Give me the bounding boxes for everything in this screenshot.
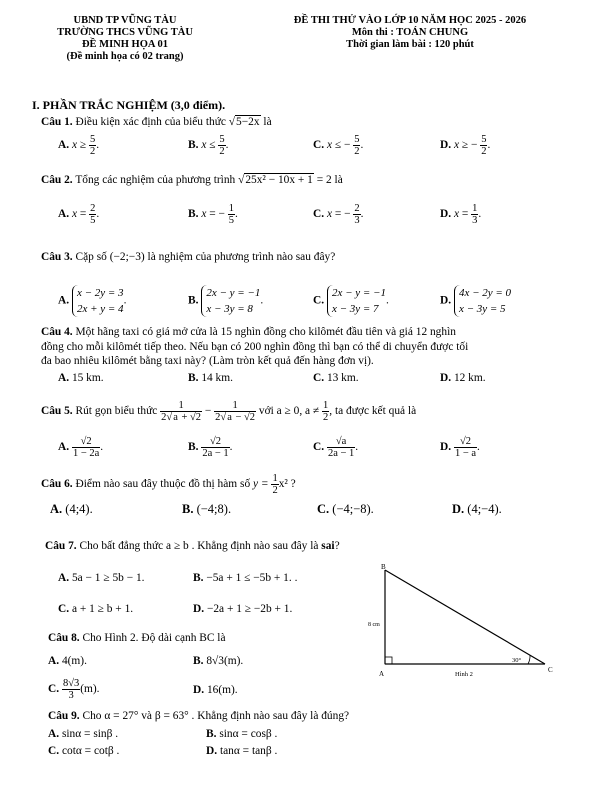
- q1-option-c[interactable]: C. x ≤ − $\frac{5}{2}$ .: [313, 134, 364, 157]
- q2-option-c[interactable]: C. x = − $\frac{2}{3}$ .: [313, 203, 364, 226]
- header-left-line1: UBND TP VŨNG TÀU: [73, 15, 177, 26]
- angle-c-arc: [528, 655, 530, 664]
- figure-caption: Hình 2: [455, 671, 473, 678]
- q2-expr: 25x² − 10x + 1: [245, 174, 313, 186]
- q9-option-d[interactable]: D. tanα = tanβ .: [206, 745, 278, 757]
- q6-option-c[interactable]: C. (−4;−8).: [317, 502, 374, 516]
- q5-option-b[interactable]: B. $\frac{√2}{2a - 1}$ .: [188, 436, 233, 459]
- q5-option-c[interactable]: C. $\frac{√a}{2a - 1}$ .: [313, 436, 359, 459]
- q2-option-b[interactable]: B. x = − $\frac{1}{5}$ .: [188, 203, 238, 226]
- q8-option-b[interactable]: B. 8√3(m).: [193, 655, 244, 667]
- q1-option-b[interactable]: B. x ≤ $\frac{5}{2}$ .: [188, 134, 229, 157]
- q2-option-a[interactable]: A. x = $\frac{2}{5}$ .: [58, 203, 100, 226]
- header-right-line1: ĐỀ THI THỬ VÀO LỚP 10 NĂM HỌC 2025 - 2026: [293, 15, 527, 26]
- question-5: Câu 5. Rút gọn biểu thức $\frac{1}{2√a + √2}$ − $\frac{1}{2√a - √2}$ với a ≥ 0, a ≠ $\frac{1}{2}$ , ta được kết quả là: [41, 400, 417, 423]
- vertex-b-label: B: [381, 563, 386, 571]
- q8-option-a[interactable]: A. 4(m).: [48, 655, 87, 667]
- question-4: Câu 4. Một hãng taxi có giá mở cửa là 15 nghìn đồng cho kilômét đầu tiên và giá 12 nghìn đồng cho mỗi kilômét tiếp theo. Nếu bạn có 200 nghìn đồng thì bạn có thể di chuyển được tối đa bao nhiêu kilômét bằng taxi này? (Làm tròn kết quả đến hàng đơn vị).: [41, 326, 469, 367]
- q4-option-a[interactable]: A. 15 km.: [58, 372, 104, 384]
- right-angle-mark: [385, 657, 392, 664]
- q1-label: Câu 1.: [41, 116, 73, 128]
- side-length-label: 8 cm: [368, 622, 380, 628]
- question-3: Câu 3. Cặp số (−2;−3) là nghiệm của phương trình nào sau đây?: [41, 251, 336, 263]
- question-9: Câu 9. Cho α = 27° và β = 63° . Khẳng định nào sau đây là đúng?: [48, 710, 350, 722]
- question-7: Câu 7. Cho bất đẳng thức a ≥ b . Khẳng định nào sau đây là sai?: [45, 540, 340, 552]
- q3-option-d[interactable]: D. 4x − 2y = 0 x − 3y = 5: [440, 287, 512, 315]
- q7-option-c[interactable]: C. a + 1 ≥ b + 1.: [58, 603, 134, 615]
- header-left-line2: TRƯỜNG THCS VŨNG TÀU: [57, 27, 193, 38]
- q1-tail: là: [263, 116, 272, 128]
- q4-option-d[interactable]: D. 12 km.: [440, 372, 486, 384]
- q7-option-a[interactable]: A. 5a − 1 ≥ 5b − 1.: [58, 572, 145, 584]
- q8-option-d[interactable]: D. 16(m).: [193, 684, 238, 696]
- header-right-line2: Môn thi : TOÁN CHUNG: [351, 27, 469, 38]
- q1-expr: 5−2x: [236, 116, 260, 128]
- q9-option-c[interactable]: C. cotα = cotβ .: [48, 745, 120, 757]
- vertex-c-label: C: [548, 666, 553, 674]
- triangle-figure: [360, 560, 560, 685]
- q3-option-b[interactable]: B. 2x − y = −1 x − 3y = 8.: [188, 287, 264, 315]
- question-2: Câu 2. Tổng các nghiệm của phương trình √25x² − 10x + 1 = 2 là: [41, 174, 343, 186]
- q4-option-c[interactable]: C. 13 km.: [313, 372, 359, 384]
- q7-option-d[interactable]: D. −2a + 1 ≥ −2b + 1.: [193, 603, 293, 615]
- q1-option-d[interactable]: D. x ≥ − $\frac{5}{2}$ .: [440, 134, 491, 157]
- header-exam-block: [240, 15, 580, 51]
- q9-option-b[interactable]: B. sinα = cosβ .: [206, 728, 278, 740]
- q1-option-a[interactable]: A. x ≥ $\frac{5}{2}$ .: [58, 134, 100, 157]
- q6-option-a[interactable]: A. (4;4).: [50, 502, 93, 516]
- q5-option-d[interactable]: D. $\frac{√2}{1 - a}$ .: [440, 436, 480, 459]
- q7-option-b[interactable]: B. −5a + 1 ≤ −5b + 1. .: [193, 572, 298, 584]
- q8-option-c[interactable]: C. $\frac{8√3}{3}$ (m).: [48, 678, 100, 701]
- q3-option-c[interactable]: C. 2x − y = −1 x − 3y = 7.: [313, 287, 389, 315]
- question-8: Câu 8. Cho Hình 2. Độ dài cạnh BC là: [48, 632, 226, 644]
- q3-option-a[interactable]: A. x − 2y = 3 2x + y = 4.: [58, 287, 127, 315]
- question-6: Câu 6. Điểm nào sau đây thuộc đồ thị hàm số y = $\frac{1}{2}$ x² ?: [41, 473, 296, 496]
- q9-option-a[interactable]: A. sinα = sinβ .: [48, 728, 119, 740]
- header-left-line3: ĐỀ MINH HỌA 01: [81, 39, 169, 50]
- section-title: I. PHẦN TRẮC NGHIỆM (3,0 điểm).: [32, 98, 226, 112]
- q4-option-b[interactable]: B. 14 km.: [188, 372, 233, 384]
- q6-option-b[interactable]: B. (−4;8).: [182, 502, 232, 516]
- q1-text: Điều kiện xác định của biểu thức: [75, 116, 226, 128]
- header-right-line3: Thời gian làm bài : 120 phút: [346, 39, 474, 50]
- header-school-block: [20, 15, 230, 63]
- q2-option-d[interactable]: D. x = $\frac{1}{3}$ .: [440, 203, 482, 226]
- angle-label: 30°: [512, 657, 522, 664]
- vertex-a-label: A: [379, 670, 385, 678]
- question-1: Câu 1. Điều kiện xác định của biểu thức √5−2x là: [41, 116, 272, 128]
- header-left-line4: (Đề minh họa có 02 trang): [66, 51, 184, 62]
- q6-option-d[interactable]: D. (4;−4).: [452, 502, 502, 516]
- side-bc: [385, 570, 545, 664]
- q5-option-a[interactable]: A. $\frac{√2}{1 - 2a}$ .: [58, 436, 104, 459]
